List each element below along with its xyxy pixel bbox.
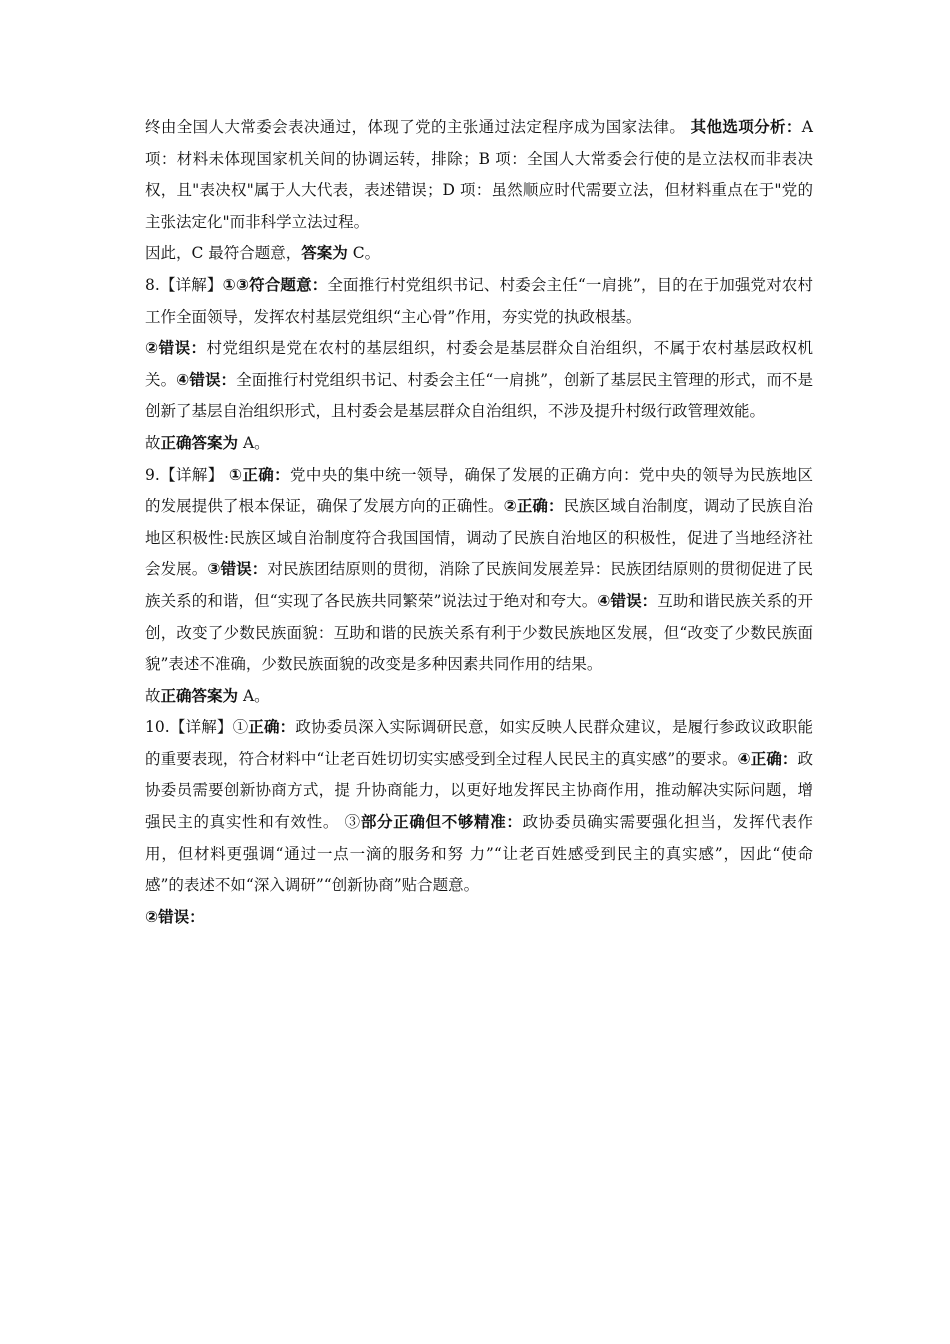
bold-text-run: 其他选项分析： bbox=[690, 118, 802, 136]
answer-paragraph bbox=[145, 681, 813, 713]
bold-text-run: ④错误： bbox=[176, 370, 237, 389]
text-run: 因此，C 最符合题意， bbox=[145, 244, 302, 263]
bold-text-run: 正确答案为 bbox=[160, 686, 239, 705]
bold-text-run: ②正确： bbox=[503, 497, 564, 516]
text-run: 全面推行村党组织书记、村委会主任“一肩挑”，创新了基层民主管理的形式，而不是创新了基层自治组织形式，且村委会是基层群众自治组织，不涉及提升村级行政管理效能。 bbox=[145, 370, 813, 421]
answer-paragraph bbox=[145, 460, 813, 681]
text-run: 民族区域自治制度，调动了民族自治地区积极性:民族区域自治制度符合我国国情，调动了民族自治地区的积极性，促进了当地经济社会发展。 bbox=[145, 497, 813, 579]
bold-text-run: 正确答案为 bbox=[160, 433, 239, 452]
bold-text-run: ①正确： bbox=[228, 465, 290, 484]
text-run: 村党组织是党在农村的基层组织，村委会是基层群众自治组织，不属于农村基层政权机关。 bbox=[145, 339, 813, 389]
answer-paragraph bbox=[145, 238, 813, 270]
bold-text-run: 正确： bbox=[248, 718, 296, 737]
text-run: C。 bbox=[347, 244, 381, 263]
text-run: 政协委员深入实际调研民意，如实反映人民群众建议，是履行参政议政职能的重要表现，符合材料中“让老百姓切切实实感受到全过程人民民主的真实感”的要求。 bbox=[145, 718, 813, 768]
text-run: 对民族团结原则的贯彻，消除了民族间发展差异：民族团结原则的贯彻促进了民族关系的和谐，但“实现了各民族共同繁荣”说法过于绝对和夸大。 bbox=[145, 560, 813, 610]
text-run: A 项：材料未体现国家机关间的协调运转，排除；B 项：全国人大常委会行使的是立法权而非表决权，且"表决权"属于人大代表，表述错误；D 项：虽然顺应时代需要立法，但材料重点在于"党的主张法定化"而非科学立法过程。 bbox=[145, 118, 813, 231]
text-run: 10.【详解】① bbox=[145, 718, 249, 737]
text-run: A。 bbox=[238, 686, 270, 705]
answer-paragraph bbox=[145, 902, 813, 934]
bold-text-run: ④错误： bbox=[597, 591, 658, 610]
bold-text-run: ②错误： bbox=[145, 907, 205, 926]
bold-text-run: 部分正确但不够精准： bbox=[360, 813, 523, 832]
answer-paragraph bbox=[145, 333, 813, 428]
text-run: 全面推行村党组织书记、村委会主任“一肩挑”，目的在于加强党对农村工作全面领导，发挥农村基层党组织“主心骨”作用，夯实党的执政根基。 bbox=[145, 275, 813, 326]
answer-paragraph bbox=[145, 112, 813, 238]
bold-text-run: 答案为 bbox=[301, 244, 348, 263]
bold-text-run: ③错误： bbox=[207, 560, 268, 579]
bold-text-run: ①③符合题意： bbox=[222, 275, 328, 294]
text-run: 政协委员确实需要强化担当，发挥代表作用，但材料更强调“通过一点一滴的服务和努 力”“让老百姓感受到民主的真实感”，因此“使命感”的表述不如“深入调研”“创新协商”贴合题意。 bbox=[145, 813, 813, 895]
text-run: 故 bbox=[145, 433, 161, 452]
bold-text-run: ④正确： bbox=[737, 749, 798, 768]
text-run: 8.【详解】 bbox=[145, 275, 223, 294]
text-run: 9.【详解】 bbox=[145, 465, 229, 484]
document-body bbox=[145, 112, 813, 933]
text-run: 党中央的集中统一领导，确保了发展的正确方向：党中央的领导为民族地区的发展提供了根本保证，确保了发展方向的正确性。 bbox=[145, 465, 814, 516]
text-run: 终由全国人大常委会表决通过，体现了党的主张通过法定程序成为国家法律。 bbox=[145, 118, 691, 136]
answer-paragraph bbox=[145, 270, 813, 333]
text-run: 故 bbox=[145, 686, 161, 705]
answer-paragraph bbox=[145, 428, 813, 460]
answer-paragraph bbox=[145, 712, 813, 902]
text-run: 政协委员需要创新协商方式，提 升协商能力，以更好地发挥民主协商作用，推动解决实际问题，增强民主的真实性和有效性。 ③ bbox=[145, 749, 813, 832]
text-run: A。 bbox=[238, 433, 270, 452]
bold-text-run: ②错误： bbox=[145, 339, 207, 358]
text-run: 互助和谐民族关系的开创，改变了少数民族面貌：互助和谐的民族关系有利于少数民族地区发展，但“改变了少数民族面貌”表述不准确，少数民族面貌的改变是多种因素共同作用的结果。 bbox=[145, 591, 813, 674]
